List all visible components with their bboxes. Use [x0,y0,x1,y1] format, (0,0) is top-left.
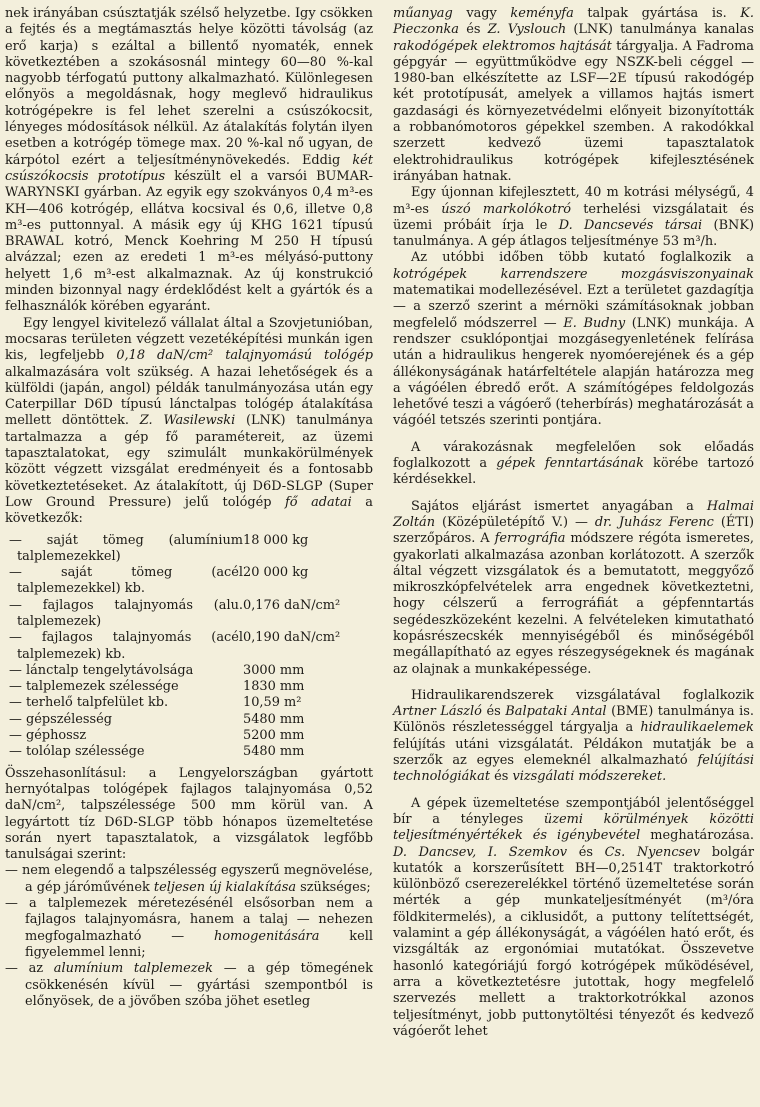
italic-text: ferrográfia [494,531,566,547]
spec-label: — géphossz [9,728,87,744]
spec-row [9,712,361,728]
paragraph [393,250,754,429]
spec-label: — fajlagos talajnyomás (alu. talplemezek) [9,597,243,629]
text-run: körébe tartozó kérdésekkel. [393,456,754,488]
left-column [5,6,373,1010]
spec-value: 20 000 kg [243,565,309,581]
list-item [5,896,373,961]
spec-label: — tolólap szélessége [9,744,145,760]
spec-label: — gépszélesség [9,711,113,727]
text-run: Hidraulikarendszerek vizsgálatával foglalkozik [411,687,754,703]
right-column [393,6,754,1040]
text-run: tárgyalja. A Fadroma gépgyár — együttműködve egy NSZK-beli céggel — 1980-ban elkészítette az LSF—2E típusú rakodógép két prototípusát, amelyek a villamos hajtás ismert gazdasági és környezetvédelmi előnyeit bizonyították a robbanómotoros gépekkel szemben. A rakodókkal szerzett kedvező üzemi tapasztalatok elektrohidraulikus kotrógépek kifejlesztésének irányában hatnak. [393,38,754,184]
spec-row [9,679,361,695]
paragraph [5,316,373,528]
list-item [5,961,373,1010]
text-run: készült el a varsói BUMAR-WARYNSKI gyárban. Az egyik egy szokványos 0,4 m³-es KH—406 kotrógép, ellátva kocsival és 0,6, illetve 0,8 m³-es puttonnyal. A másik egy új KHG 1621 típusú BRAWAL kotró, Menck Koehring M 250 H típusú alvázzal; ezen az eredeti 1 m³-es mélyásó-puttony helyett 1,6 m³-est alkalmaznak. Az új konstrukció minden bizonnyal nagy érdeklődést kelt a gyártók és a felhasználók körében egyaránt. [5,168,373,315]
italic-text: alumínium talplemezek [53,961,213,977]
text-run: alkalmazására volt szükség. A hazai lehetőségek és a külföldi (japán, angol) példák tanulmányozása után egy Caterpillar D6D típusú lánctalpas tológép átalakítása mellett döntöttek. [5,364,373,429]
text-run: A várakozásnak megfelelően sok előadás foglalkozott a [393,439,754,472]
text-run: Összehasonlításul: a Lengyelországban gyártott hernyótalpas tológépek fajlagos talajnyomása 0,52 daN/cm², talpszélessége 500 mm körül van. A legyártott tíz D6D-SLGP több hónapos üzemeltetése során nyert tapasztalatok, a vizsgálatok legfőbb tanulságai szerint: [5,765,373,863]
text-run: — nem elegendő a talpszélesség egyszerű megnövelése, a gép járóművének [5,863,373,895]
text-run: módszere régóta ismeretes, gyakorlati alkalmazása azonban korlátozott. A szerzők által végzett vizsgálatok és a bemutatott, meggyőző mikroszkópfelvételek arra engednek következtetni, hogy célszerű a ferrográfiát a gépfenntartás segédeszközeként kezelni. A felvételeken kimutatható kopásrészecskék mennyiségéből és minőségéből megállapítható az egyes részegységeknek és magának az olajnak a munkaképessége. [393,531,754,677]
spec-row [9,533,361,566]
text-run: — a gép tömegének csökkenésén kívül — gyártási szempontból is előnyösek, de a jövőben szóba jöhet esetleg [25,961,373,1009]
text-run: bolgár kutatók a korszerűsített BH—0,2514T traktorkotró különböző cserezerelékkel történő üzemeltetése során mérték a gép munkateljesítményét (m³/óra földkitermelés), a ciklusidőt, a puttony telítettségét, valamint a gép állékonyságát, a vágóélen ható erőt, és vizsgálták az ergonómiai mutatókat. Összevetve hasonló kategóriájú forgó kotrógépek működésével, arra a következtetésre jutottak, hogy megfelelő szervezés mellett a traktorkotrókkal azonos teljesítményt, jobb puttonytöltési tényezőt és kedvező vágóerőt lehet [393,844,754,1039]
text-run: A gépek üzemeltetése szempontjából jelentőséggel bír a tényleges [393,795,754,827]
text-run: Egy újonnan kifejlesztett, 40 m kotrási mélységű, 4 m³-es [393,185,754,217]
spec-label: — talplemezek szélessége [9,679,179,695]
italic-text: 0,18 daN/cm² talajnyomású tológép [116,348,373,364]
paragraph [393,440,754,489]
text-run: matematikai modellezésével. Ezt a területet gazdagítja — a szerző szerint a mérnöki számításoknak jobban megfelelő módszerrel — [393,283,754,331]
text-run: és [567,844,605,860]
italic-text: Halmai Zoltán [393,498,754,530]
italic-text: Z. Wasilewski [139,413,236,429]
italic-text: rakodógépek elektromos hajtását [393,38,612,54]
italic-text: dr. Juhász Ferenc [594,514,714,530]
text-run: (Középületépítő V.) — [435,514,595,530]
text-run: (LNK) tanulmánya tartalmazza a gép fő paramétereit, az üzemi tapasztalatokat, egy szimulált munkakörülmények között végzett vizsgálat eredményeit és a fontosabb következtetéseket. Az átalakított, új D6D-SLGP (Super Low Ground Pressure) jelű tológép [5,413,374,510]
text-run: (BME) tanulmánya is. Különös részletességgel tárgyalja a [393,704,754,736]
italic-text: keményfa [510,6,574,21]
spec-table [9,533,361,761]
paragraph [5,766,373,864]
text-run: szükséges; [296,879,371,895]
italic-text: Artner László [393,704,482,720]
italic-text: D. Dancsevés társai [558,217,703,233]
text-run: talpak gyártása is. [573,6,741,21]
italic-text: két csúszókocsis prototípus [5,152,373,184]
spec-label: — lánctalp tengelytávolsága [9,662,194,678]
spec-row [9,663,361,679]
italic-text: Z. Vyslouch [487,22,567,38]
spec-label: — saját tömeg (acél talplemezekkel) kb. [9,565,243,597]
paragraph [393,688,754,786]
text-run: (ÉTI) szerzőpáros. A [393,514,754,547]
text-run: és [490,769,513,785]
paragraph [393,499,754,678]
paragraph [393,185,754,250]
paragraph [393,796,754,1040]
text-run: terhelési vizsgálatait és üzemi próbáit írja le [393,201,754,233]
text-run: és [481,704,506,720]
italic-text: felújítási technológiákat [393,753,754,785]
italic-text: kotrógépek karrendszere mozgásviszonyainak [393,266,754,282]
text-run: (LNK) tanulmánya kanalas [566,22,754,38]
italic-text: fő adatai [285,494,352,510]
paragraph [393,6,754,185]
italic-text: Cs. Nyencsev [604,844,701,860]
text-run: és [459,22,488,38]
italic-text: üzemi körülmények közötti teljesítményértékek és igénybevétel [393,811,754,844]
spec-value: 5480 mm [243,744,305,760]
text-run: nek irányában csúsztatják szélső helyzetbe. Igy csökken a fejtés és a megtámasztás helye közötti távolság (az erő karja) s ezáltal a billentő nyomaték, ennek következtében a szokásosnál mintegy 60—80 %-kal nagyobb térfogatú puttony alkalmazható. Különlegesen előnyös a megoldásnak, hogy meglevő hidraulikus kotrógépekre is fel lehet szerelni a csúszókocsit, lényeges módosítások nélkül. Az átalakítás folytán ilyen esetben a kotrógép tömege max. 20 %-kal nő ugyan, de kárpótol ezért a teljesítménynövekedés. Eddig [5,6,373,168]
text-run: — az [5,961,54,977]
italic-text: Balpataki Antal [505,704,607,720]
spec-value: 3000 mm [243,662,305,678]
spec-row [9,630,361,663]
spec-label: — terhelő talpfelület kb. [9,695,169,711]
text-run: meghatározása. [640,828,754,844]
italic-text: K. Pieczonka [393,6,754,38]
spec-value: 18 000 kg [243,532,309,548]
conclusion-list [5,863,373,1010]
spec-value: 10,59 m² [243,695,302,711]
text-run: felújítás utáni vizsgálatát. Példákon mutatják be a szerzők az egyes elemeknél alkalmazható [393,736,754,769]
list-item [5,863,373,896]
spec-row [9,695,361,711]
spec-value: 0,176 daN/cm² [243,597,341,613]
text-run: (BNK) tanulmánya. A gép átlagos teljesítménye 53 m³/h. [393,217,755,250]
spec-value: 0,190 daN/cm² [243,630,341,646]
spec-value: 5480 mm [243,711,305,727]
text-run: kell figyelemmel lenni; [25,928,373,960]
italic-text: hidraulikaelemek [640,720,754,736]
text-run: Egy lengyel kivitelező vállalat által a Szovjetunióban, mocsaras területen végzett vezetéképítési munkán igen kis, legfeljebb [5,315,373,364]
italic-text: úszó markolókotró [441,201,572,217]
italic-text: E. Budny [563,315,626,331]
spec-row [9,728,361,744]
text-run: Sajátos eljárást ismertet anyagában a [411,498,707,514]
italic-text: D. Dancsev, I. Szemkov [393,844,568,860]
spec-row [9,565,361,598]
spec-row [9,598,361,631]
spec-label: — saját tömeg (alumínium talplemezekkel) [9,532,243,564]
text-run: Az utóbbi időben több kutató foglalkozik a [411,250,754,266]
italic-text: gépek fenntartásának [496,456,644,472]
spec-value: 5200 mm [243,728,305,744]
text-run: a következők: [5,494,373,527]
text-run: vagy [452,6,511,21]
italic-text: teljesen új kialakítása [153,879,297,895]
paragraph [5,6,373,316]
spec-label: — fajlagos talajnyomás (acél talplemezek) kb. [9,630,243,662]
text-run: (LNK) munkája. A rendszer csuklópontjai mozgásegyenletének felírása után a hidraulikus hengerek nyomóerejének és a gép állékonyságának határfeltétele alapján határozza meg a vágóélen ébredő erőt. A számítógépes feldolgozás lehetővé teszi a vágóerő (teherbírás) meghatározását a vágóél tetszés szerinti pontjára. [393,315,755,429]
spec-row [9,744,361,760]
italic-text: vizsgálati módszereket. [512,769,667,785]
spec-value: 1830 mm [243,679,305,695]
italic-text: homogenitására [214,928,320,944]
italic-text: műanyag [393,6,453,21]
text-run: — a talplemezek méretezésénél elsősorban nem a fajlagos talajnyomásra, hanem a talaj — nehezen megfogalmazható — [5,896,373,944]
